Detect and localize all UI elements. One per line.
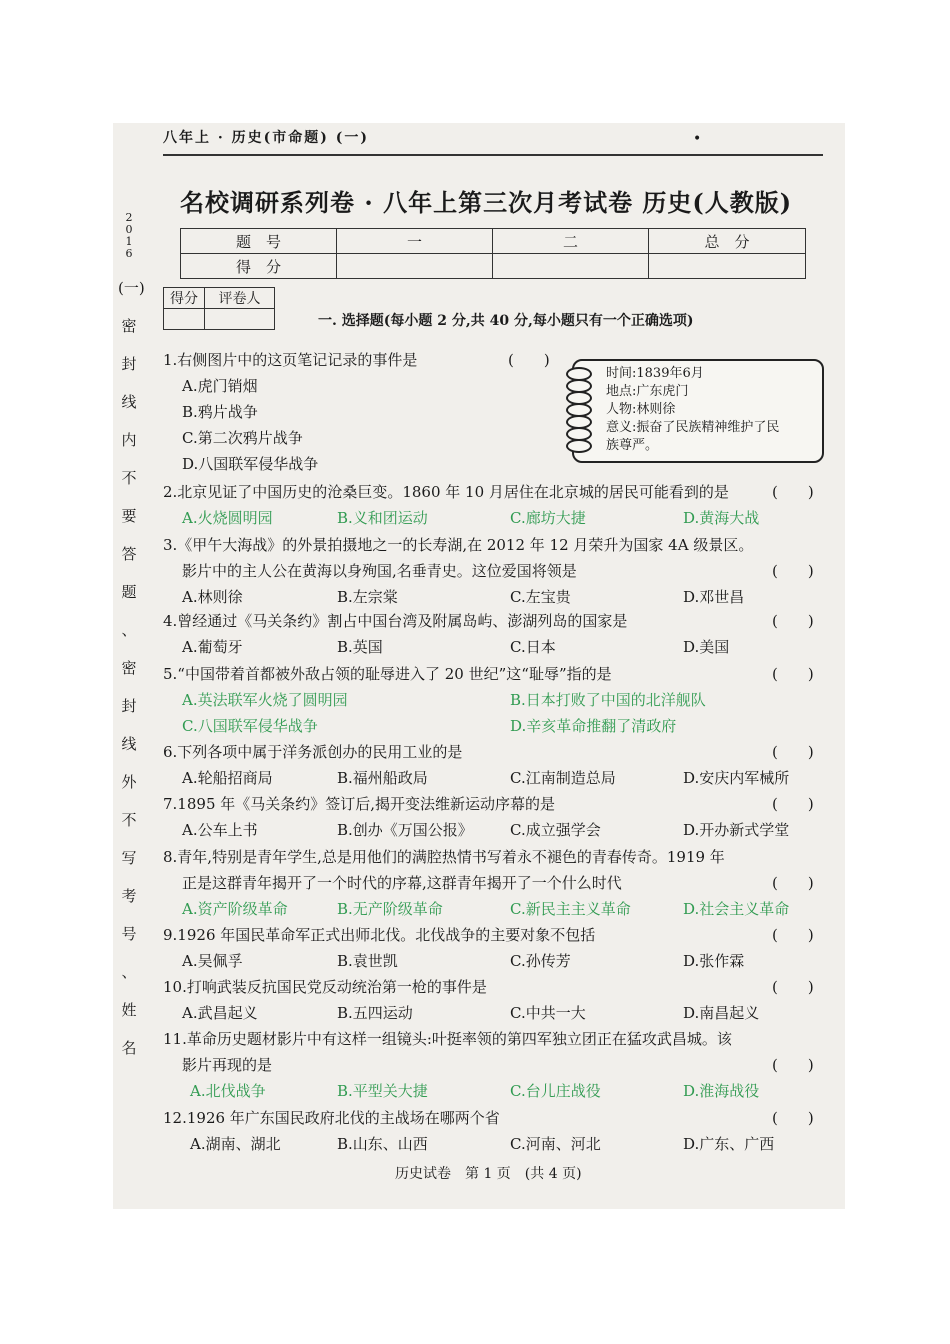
answer-option[interactable]: B.福州船政局: [337, 769, 428, 787]
side-year: [118, 212, 140, 260]
score-input-cell[interactable]: [493, 254, 649, 279]
answer-option[interactable]: A.武昌起义: [182, 1004, 258, 1022]
grader-label: 评卷人: [205, 288, 275, 309]
side-char: 写: [121, 849, 137, 867]
spiral-ring-icon: [566, 439, 592, 453]
side-char: 要: [121, 507, 137, 525]
note-person: 人物:林则徐: [606, 402, 676, 417]
answer-blank: ( ): [772, 978, 814, 996]
side-char: 、: [121, 621, 137, 639]
answer-option[interactable]: B.无产阶级革命: [337, 900, 443, 918]
answer-option[interactable]: C.中共一大: [510, 1004, 586, 1022]
answer-option[interactable]: B.创办《万国公报》: [337, 821, 473, 839]
answer-option[interactable]: C.台儿庄战役: [510, 1082, 601, 1100]
answer-option[interactable]: A.湖南、湖北: [190, 1135, 281, 1153]
answer-option[interactable]: D.开办新式学堂: [683, 821, 790, 839]
side-char: 封: [121, 697, 137, 715]
answer-option[interactable]: D.安庆内军械所: [683, 769, 790, 787]
answer-blank: ( ): [772, 1056, 814, 1074]
question-stem: 6.下列各项中属于洋务派创办的民用工业的是: [163, 743, 463, 761]
answer-option[interactable]: B.平型关大捷: [337, 1082, 428, 1100]
score-cell: 得 分: [181, 254, 337, 279]
score-table-value-row: [181, 254, 806, 279]
grader-score-label: 得分: [164, 288, 205, 309]
series-header: 八年上 · 历史(市命题) (一): [163, 130, 369, 146]
side-char: (一): [118, 279, 145, 297]
question-stem: 3.《甲午大海战》的外景拍摄地之一的长寿湖,在 2012 年 12 月荣升为国家 4A 级景区。: [163, 536, 754, 554]
answer-option[interactable]: C.日本: [510, 638, 556, 656]
score-input-cell[interactable]: [337, 254, 493, 279]
side-year-digit: 2: [125, 211, 133, 224]
question-stem: 8.青年,特别是青年学生,总是用他们的满腔热情书写着永不褪色的青春传奇。1919 年: [163, 848, 725, 866]
question-stem: 影片中的主人公在黄海以身殉国,名垂青史。这位爱国将领是: [182, 562, 577, 580]
side-char: 号: [121, 925, 137, 943]
answer-option[interactable]: C.成立强学会: [510, 821, 601, 839]
answer-option[interactable]: A.公车上书: [182, 821, 258, 839]
question-stem: 11.革命历史题材影片中有这样一组镜头:叶挺率领的第四军独立团正在猛攻武昌城。该: [163, 1030, 732, 1048]
answer-option[interactable]: A.林则徐: [182, 588, 243, 606]
answer-option[interactable]: B.日本打败了中国的北洋舰队: [510, 691, 706, 709]
side-char: 答: [121, 545, 137, 563]
answer-option[interactable]: D.张作霖: [683, 952, 745, 970]
answer-option[interactable]: D.南昌起义: [683, 1004, 760, 1022]
answer-option[interactable]: C.江南制造总局: [510, 769, 616, 787]
answer-option[interactable]: A.火烧圆明园: [182, 509, 273, 527]
answer-option[interactable]: C.孙传芳: [510, 952, 571, 970]
answer-option[interactable]: D.社会主义革命: [683, 900, 790, 918]
grader-score-cell[interactable]: [164, 309, 205, 330]
answer-option[interactable]: A.轮船招商局: [182, 769, 273, 787]
answer-option[interactable]: A.虎门销烟: [182, 377, 258, 395]
header-rule: [163, 154, 823, 156]
answer-blank: ( ): [772, 926, 814, 944]
answer-blank: ( ): [772, 874, 814, 892]
seal-line-text: [118, 211, 145, 1072]
score-cell: 总 分: [649, 229, 806, 254]
answer-option[interactable]: D.黄海大战: [683, 509, 760, 527]
answer-option[interactable]: A.英法联军火烧了圆明园: [182, 691, 348, 709]
answer-option[interactable]: B.袁世凯: [337, 952, 398, 970]
side-char: 题: [121, 583, 137, 601]
side-char: 外: [121, 773, 137, 791]
section-heading: 一. 选择题(每小题 2 分,共 40 分,每小题只有一个正确选项): [318, 313, 694, 329]
exam-title: 名校调研系列卷 · 八年上第三次月考试卷 历史(人教版): [180, 188, 793, 217]
answer-option[interactable]: A.资产阶级革命: [182, 900, 288, 918]
answer-blank: ( ): [772, 562, 814, 580]
side-char: 密: [121, 317, 137, 335]
note-time: 时间:1839年6月: [606, 366, 704, 381]
answer-option[interactable]: A.吴佩孚: [182, 952, 243, 970]
answer-blank: ( ): [772, 665, 814, 683]
answer-blank: ( ): [772, 743, 814, 761]
question-stem: 正是这群青年揭开了一个时代的序幕,这群青年揭开了一个什么时代: [182, 874, 622, 892]
answer-option[interactable]: C.新民主主义革命: [510, 900, 631, 918]
side-year-digit: 6: [125, 247, 133, 260]
answer-option[interactable]: D.美国: [683, 638, 730, 656]
question-stem: 4.曾经通过《马关条约》割占中国台湾及附属岛屿、澎湖列岛的国家是: [163, 612, 628, 630]
grader-name-cell[interactable]: [205, 309, 275, 330]
answer-option[interactable]: B.五四运动: [337, 1004, 413, 1022]
side-year-digit: 0: [125, 223, 133, 236]
answer-option[interactable]: A.北伐战争: [190, 1082, 266, 1100]
note-meaning-cont: 族尊严。: [606, 438, 659, 453]
question-stem: 10.打响武装反抗国民党反动统治第一枪的事件是: [163, 978, 487, 996]
score-table: [180, 228, 806, 279]
question-stem: 5.“中国带着首都被外敌占领的耻辱进入了 20 世纪”这“耻辱”指的是: [163, 665, 612, 683]
note-card: [572, 359, 824, 463]
answer-option[interactable]: D.辛亥革命推翻了清政府: [510, 717, 677, 735]
grader-table: [163, 287, 275, 330]
question-stem: 12.1926 年广东国民政府北伐的主战场在哪两个省: [163, 1109, 500, 1127]
question-stem: 9.1926 年国民革命军正式出师北伐。北伐战争的主要对象不包括: [163, 926, 596, 944]
side-char: 姓: [121, 1001, 137, 1019]
note-place: 地点:广东虎门: [606, 384, 689, 399]
side-year-digit: 1: [125, 235, 133, 248]
answer-option[interactable]: C.第二次鸦片战争: [182, 429, 303, 447]
answer-option[interactable]: A.葡萄牙: [182, 638, 243, 656]
side-char: 名: [121, 1039, 137, 1057]
answer-option[interactable]: D.淮海战役: [683, 1082, 760, 1100]
answer-option[interactable]: B.左宗棠: [337, 588, 398, 606]
answer-option[interactable]: B.义和团运动: [337, 509, 428, 527]
score-input-cell[interactable]: [649, 254, 806, 279]
answer-option[interactable]: B.英国: [337, 638, 383, 656]
side-char: 不: [121, 469, 137, 487]
score-cell: 题 号: [181, 229, 337, 254]
side-char: 不: [121, 811, 137, 829]
answer-option[interactable]: D.邓世昌: [683, 588, 745, 606]
answer-option[interactable]: C.廊坊大捷: [510, 509, 586, 527]
side-char: 、: [121, 963, 137, 981]
note-meaning: 意义:振奋了民族精神维护了民: [606, 420, 780, 435]
answer-option[interactable]: B.山东、山西: [337, 1135, 428, 1153]
answer-blank: ( ): [772, 1109, 814, 1127]
page-footer: 历史试卷 第 1 页 (共 4 页): [395, 1166, 582, 1182]
side-char: 线: [121, 393, 137, 411]
question-stem: 影片再现的是: [182, 1056, 273, 1074]
answer-option[interactable]: B.鸦片战争: [182, 403, 258, 421]
answer-option[interactable]: C.左宝贵: [510, 588, 571, 606]
answer-option[interactable]: D.广东、广西: [683, 1135, 775, 1153]
answer-option[interactable]: D.八国联军侵华战争: [182, 455, 319, 473]
score-cell: 一: [337, 229, 493, 254]
question-stem: 1.右侧图片中的这页笔记记录的事件是: [163, 351, 418, 369]
answer-blank: ( ): [772, 795, 814, 813]
answer-blank: ( ): [772, 612, 814, 630]
question-stem: 2.北京见证了中国历史的沧桑巨变。1860 年 10 月居住在北京城的居民可能看到的是: [163, 483, 729, 501]
score-table-header-row: [181, 229, 806, 254]
header-dot: •: [693, 131, 702, 147]
side-char: 封: [121, 355, 137, 373]
side-char: 密: [121, 659, 137, 677]
side-char: 线: [121, 735, 137, 753]
question-stem: 7.1895 年《马关条约》签订后,揭开变法维新运动序幕的是: [163, 795, 556, 813]
answer-option[interactable]: C.河南、河北: [510, 1135, 601, 1153]
score-cell: 二: [493, 229, 649, 254]
side-char: 内: [121, 431, 137, 449]
side-chars: [118, 274, 145, 1072]
answer-blank: ( ): [772, 483, 814, 501]
answer-option[interactable]: C.八国联军侵华战争: [182, 717, 318, 735]
answer-blank: ( ): [508, 351, 550, 369]
side-char: 考: [121, 887, 137, 905]
